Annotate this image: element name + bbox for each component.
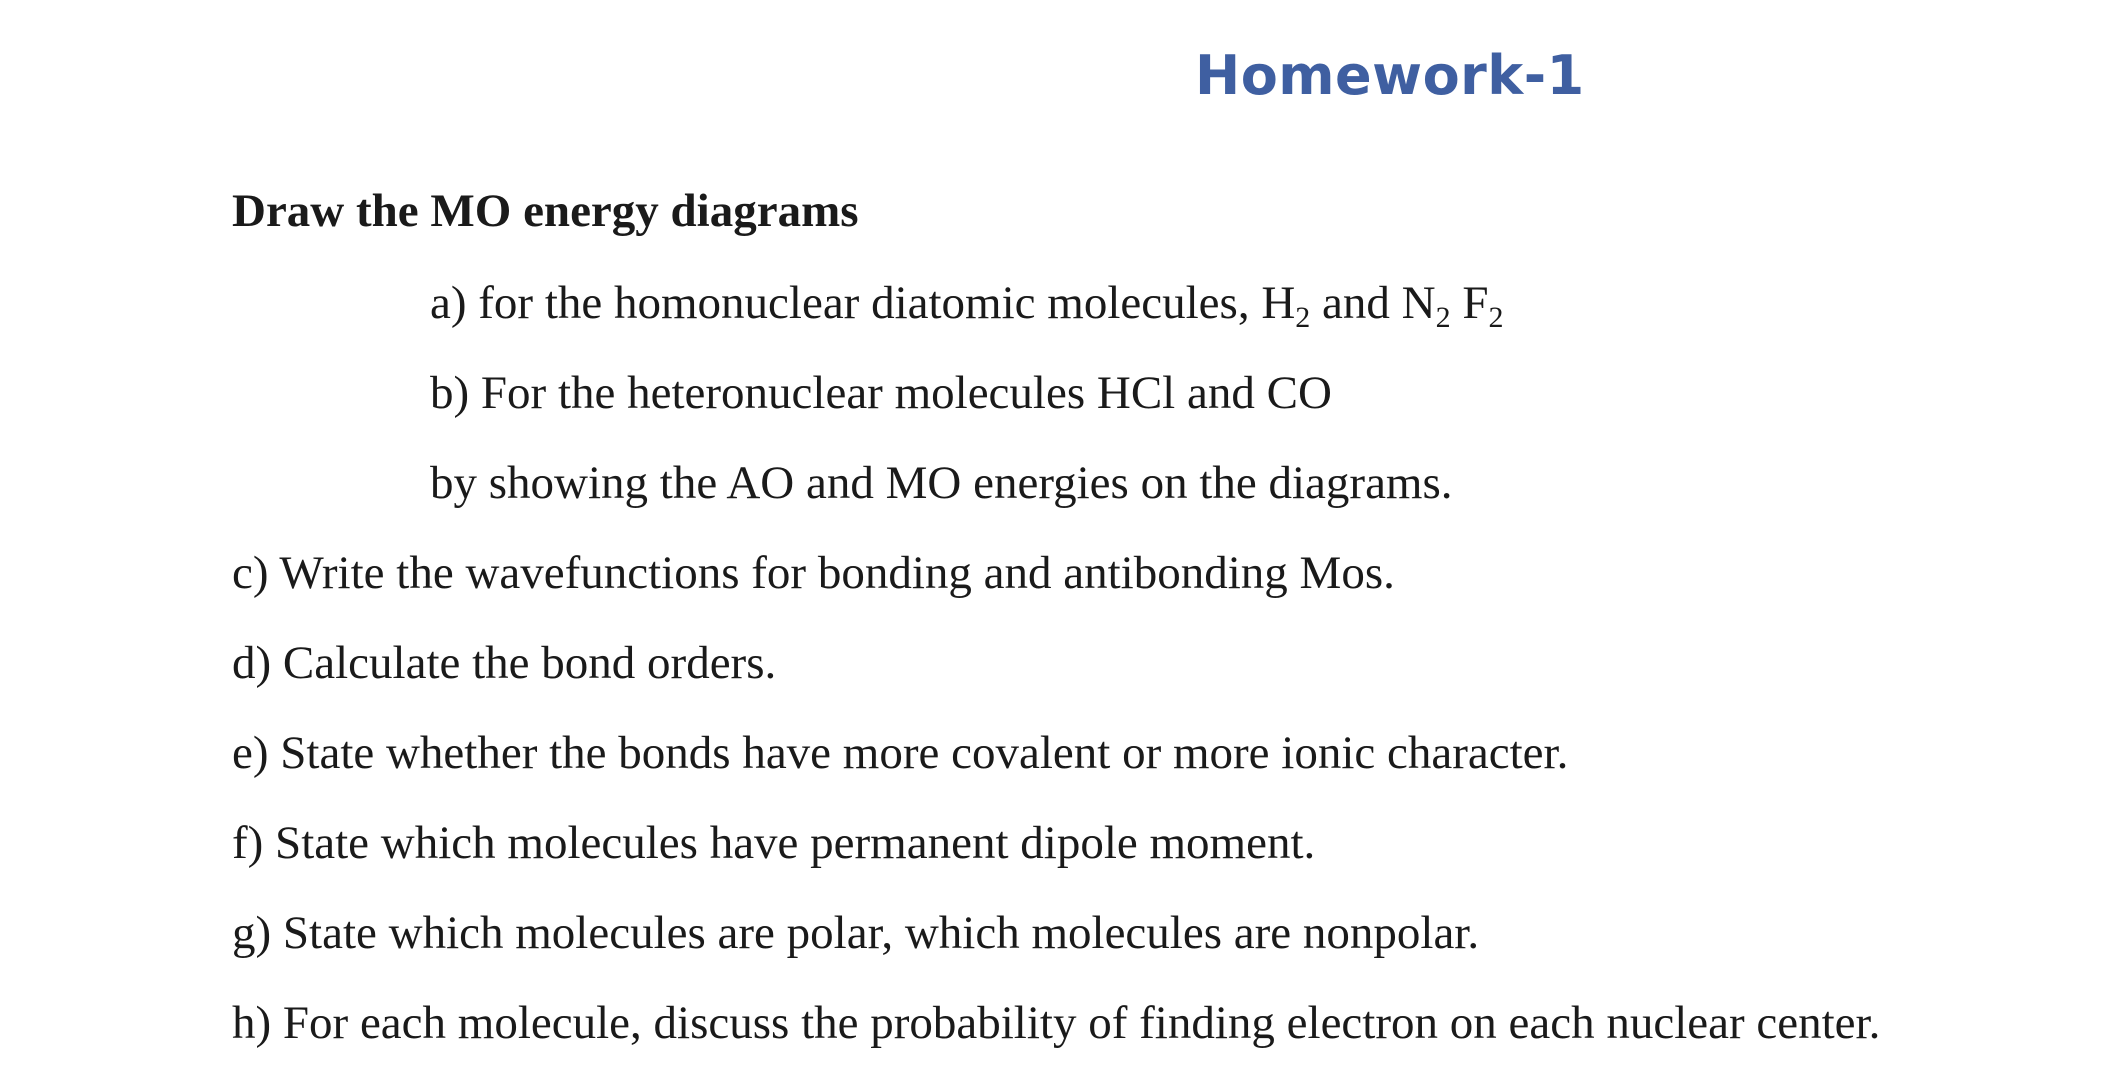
item-g: g) State which molecules are polar, which molecules are nonpolar. [232,907,1480,959]
n2-subscript: 2 [1435,301,1451,334]
f2-subscript: 2 [1488,301,1504,334]
item-a [430,277,1504,334]
item-d: d) Calculate the bond orders. [232,637,777,689]
item-b-continuation: by showing the AO and MO energies on the diagrams. [430,457,1453,509]
item-e: e) State whether the bonds have more covalent or more ionic character. [232,727,1569,779]
page-title: Homework-1 [1195,44,1585,107]
item-f: f) State which molecules have permanent dipole moment. [232,817,1316,869]
item-a-text: a) for the homonuclear diatomic molecules, H [430,277,1296,329]
section-heading: Draw the MO energy diagrams [232,185,859,237]
item-c: c) Write the wavefunctions for bonding and antibonding Mos. [232,547,1395,599]
item-b: b) For the heteronuclear molecules HCl and CO [430,367,1332,419]
item-a-mid: and N [1310,277,1436,329]
item-a-f: F [1450,277,1489,329]
item-h: h) For each molecule, discuss the probability of finding electron on each nuclear center. [232,997,1881,1049]
h2-subscript: 2 [1295,301,1311,334]
